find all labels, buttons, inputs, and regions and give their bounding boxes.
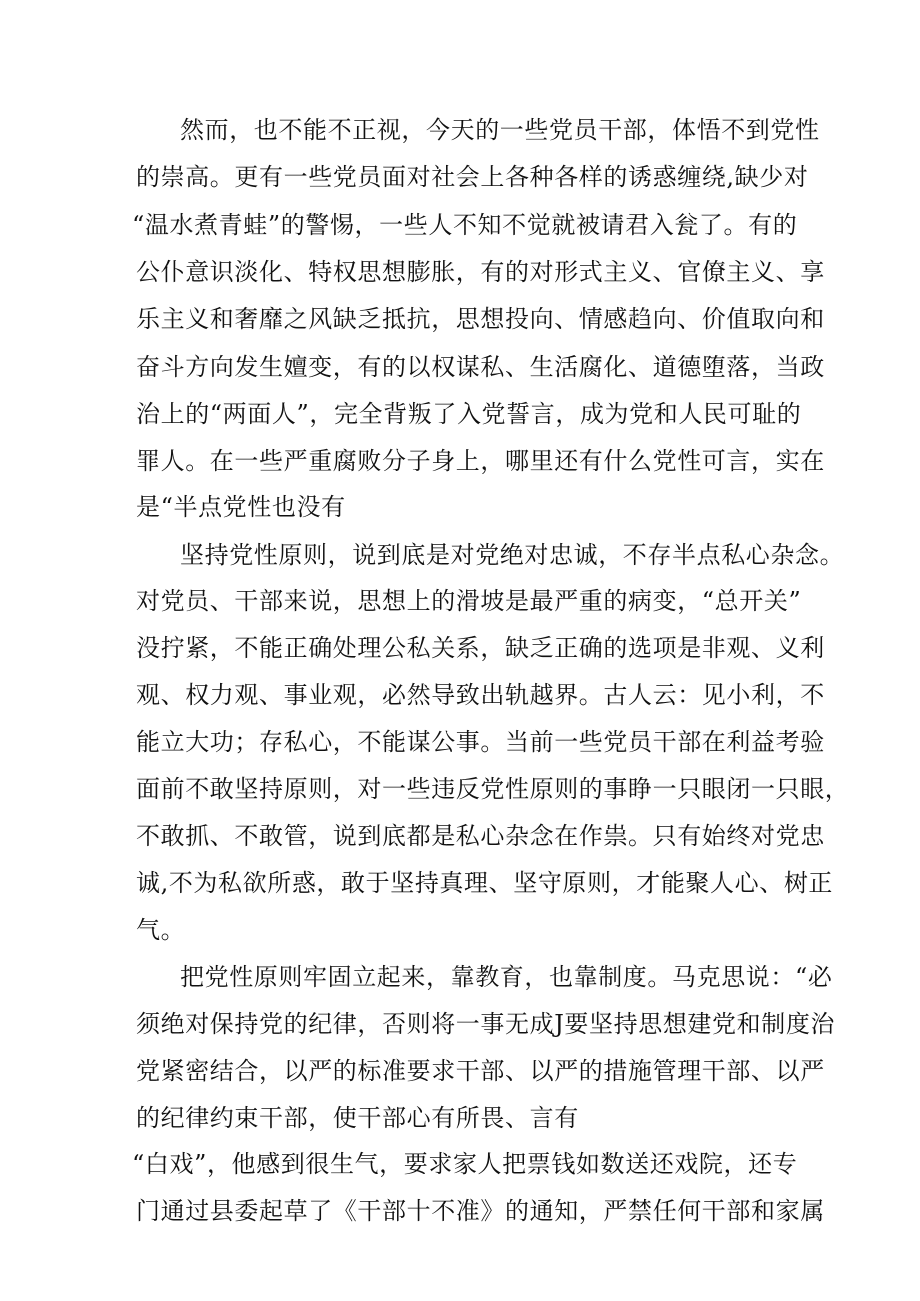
paragraph-1-line-6: 奋斗方向发生嬗变，有的以权谋私、生活腐化、道德堕落，当政	[136, 353, 825, 381]
paragraph-4-line-2: 门通过县委起草了《干部十不准》的通知，严禁任何干部和家属	[136, 1197, 825, 1225]
paragraph-2-line-7: 不敢抓、不敢管，说到底都是私心杂念在作祟。只有始终对党忠	[136, 822, 825, 850]
paragraph-3-line-4: 的纪律约束干部，使干部心有所畏、言有	[136, 1104, 579, 1132]
paragraph-1-line-8: 罪人。在一些严重腐败分子身上，哪里还有什么党性可言，实在	[136, 447, 825, 475]
paragraph-3-line-1: 把党性原则牢固立起来，靠教育，也靠制度。马克思说：“必	[180, 963, 833, 991]
paragraph-3-line-2: 须绝对保持党的纪律，否则将一事无成J要坚持思想建党和制度治	[136, 1010, 836, 1038]
paragraph-1-line-4: 公仆意识淡化、特权思想膨胀，有的对形式主义、官僚主义、享	[136, 258, 825, 286]
paragraph-1-line-2: 的崇高。更有一些党员面对社会上各种各样的诱惑缠绕,缺少对	[136, 163, 809, 191]
paragraph-2-line-2: 对党员、干部来说，思想上的滑坡是最严重的病变，“总开关”	[136, 587, 802, 615]
paragraph-2-line-3: 没拧紧，不能正确处理公私关系，缺乏正确的选项是非观、义利	[136, 634, 825, 662]
paragraph-2-line-4: 观、权力观、事业观，必然导致出轨越界。古人云：见小利，不	[136, 681, 825, 709]
paragraph-1-line-9: 是“半点党性也没有	[136, 493, 346, 521]
paragraph-1-line-7: 治上的“两面人”，完全背叛了入党誓言，成为党和人民可耻的	[136, 400, 802, 428]
paragraph-2-line-8: 诚,不为私欲所惑，敢于坚持真理、坚守原则，才能聚人心、树正	[136, 869, 834, 897]
paragraph-3-line-3: 党紧密结合，以严的标准要求干部、以严的措施管理干部、以严	[136, 1057, 825, 1085]
paragraph-1-line-5: 乐主义和奢靡之风缺乏抵抗，思想投向、情感趋向、价值取向和	[136, 305, 825, 333]
paragraph-2-line-1: 坚持党性原则，说到底是对党绝对忠诚，不存半点私心杂念。	[180, 541, 845, 569]
paragraph-2-line-9: 气。	[136, 916, 186, 944]
paragraph-4-line-1: “白戏”，他感到很生气，要求家人把票钱如数送还戏院，还专	[132, 1150, 798, 1178]
paragraph-2-line-5: 能立大功；存私心，不能谋公事。当前一些党员干部在利益考验	[136, 728, 825, 756]
paragraph-1-line-1: 然而，也不能不正视，今天的一些党员干部，体悟不到党性	[180, 116, 820, 144]
paragraph-2-line-6: 面前不敢坚持原则，对一些违反党性原则的事睁一只眼闭一只眼，	[136, 775, 850, 803]
paragraph-1-line-3: “温水煮青蛙”的警惕，一些人不知不觉就被请君入瓮了。有的	[132, 211, 798, 239]
